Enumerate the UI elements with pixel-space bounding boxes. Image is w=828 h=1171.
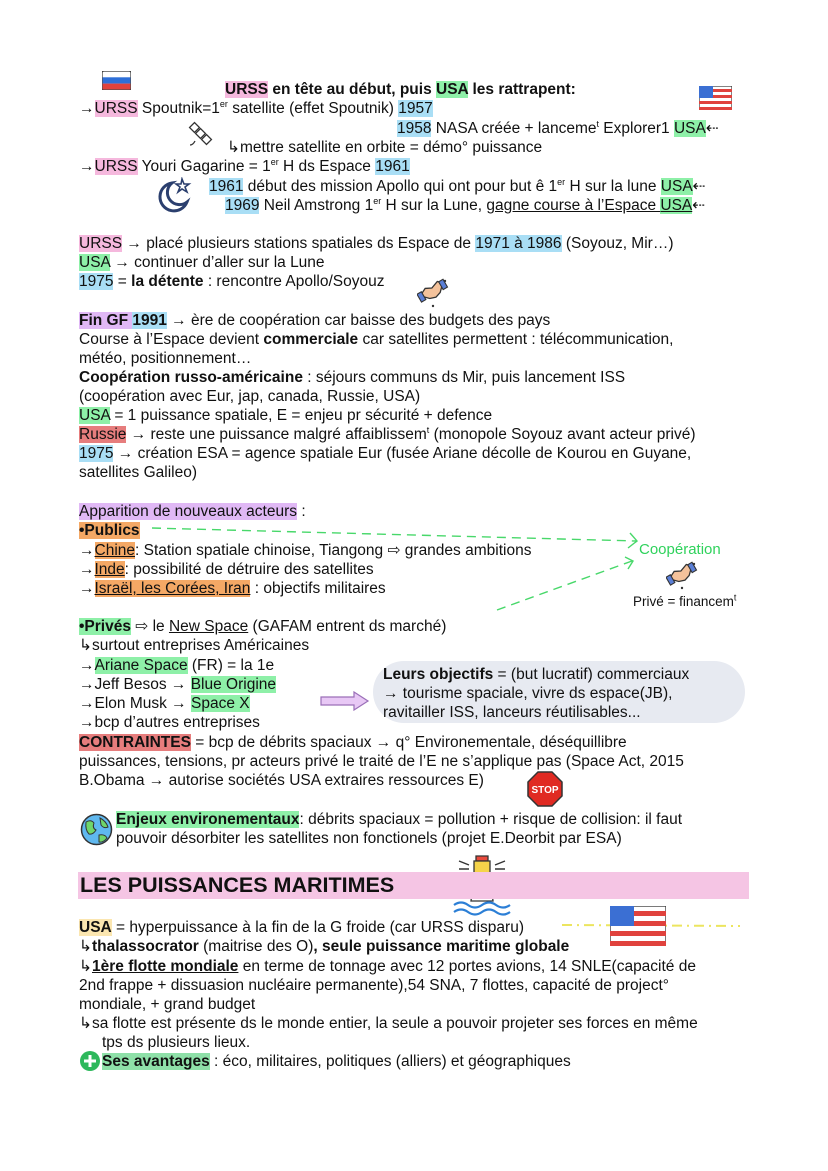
text-line: 1958 NASA créée + lanceme$^t$ Explorer1 USA⇠ [397, 118, 719, 137]
moon-star-icon [153, 177, 193, 215]
text-line: Russie → reste une puissance malgré affaiblissem$^t$ (monopole Soyouz avant acteur privé) [79, 424, 696, 443]
text-line: ↳1ère flotte mondiale en terme de tonnage avec 12 portes avions, 14 SNLE(capacité de [79, 958, 696, 975]
text-line: 1975 → création ESA = agence spatiale Eur (fusée Ariane décolle de Kourou en Guyane, [79, 445, 692, 462]
text-line: →Inde: possibilité de détruire des satellites [79, 561, 374, 578]
text-line: USA = hyperpuissance à la fin de la G froide (car URSS disparu) [79, 919, 524, 936]
text-line: →Jeff Besos → Blue Origine [79, 676, 276, 693]
text-line: URSS → placé plusieurs stations spatiales ds Espace de 1971 à 1986 (Soyouz, Mir…) [79, 235, 674, 252]
text-line: ↳surtout entreprises Américaines [79, 637, 310, 654]
handshake-icon [417, 276, 449, 308]
private-funding-label: Privé = financem$^t$ [633, 592, 737, 609]
cooperation-label: Coopération [639, 541, 721, 558]
russia-flag-icon [102, 71, 131, 90]
bubble-line: → tourisme spaciale, vivre ds espace(JB), [383, 685, 673, 702]
satellite-icon [188, 121, 214, 147]
text-line: Fin GF 1991 → ère de coopération car baisse des budgets des pays [79, 312, 551, 329]
bubble-line: ravitailler ISS, lanceurs réutilisables... [383, 704, 641, 721]
text-line: météo, positionnement… [79, 350, 252, 367]
usa-flag-icon [610, 906, 666, 946]
svg-text:STOP: STOP [531, 785, 559, 796]
usa-flag-icon [699, 86, 732, 110]
text-line: mondiale, + grand budget [79, 996, 256, 1013]
right-arrow-icon [320, 691, 370, 711]
stop-sign-icon [527, 771, 563, 807]
bubble-line: Leurs objectifs = (but lucratif) commerciaux [383, 666, 690, 683]
text-line: Ses avantages : éco, militaires, politiques (alliers) et géographiques [102, 1053, 571, 1070]
text-line: →Chine: Station spatiale chinoise, Tiangong ⇨ grandes ambitions [79, 542, 532, 559]
section-title: URSS en tête au début, puis USA les rattrapent: [225, 81, 576, 98]
text-line: USA → continuer d’aller sur la Lune [79, 254, 325, 271]
text-line: →URSS Youri Gagarine = 1er H ds Espace 1961 [79, 156, 410, 175]
text-line: •Publics [79, 522, 140, 539]
text-line: Apparition de nouveaux acteurs : [79, 503, 306, 520]
text-line: satellites Galileo) [79, 464, 198, 481]
text-line: →bcp d’autres entreprises [79, 714, 260, 731]
text-line: B.Obama → autorise sociétés USA extraires ressources E) [79, 772, 484, 789]
text-line: CONTRAINTES = bcp de débrits spaciaux → q° Environementale, déséquillibre [79, 734, 627, 751]
text-line: 1961 début des mission Apollo qui ont pour but ê 1er H sur la lune USA⇠ [209, 176, 706, 195]
plus-icon [79, 1050, 101, 1072]
text-line: →Israël, les Corées, Iran : objectifs militaires [79, 580, 386, 597]
text-line: (coopération avec Eur, jap, canada, Russie, USA) [79, 388, 421, 405]
text-line: →Elon Musk → Space X [79, 695, 250, 712]
section-heading: LES PUISSANCES MARITIMES [80, 873, 395, 897]
text-line: ↳thalassocrator (maitrise des O), seule puissance maritime globale [79, 938, 570, 955]
text-line: USA = 1 puissance spatiale, E = enjeu pr sécurité + defence [79, 407, 493, 424]
text-line: puissances, tensions, pr acteurs privé le traité de l’E ne s’applique pas (Space Act, 2015 [79, 753, 684, 770]
text-line: pouvoir désorbiter les satellites non fonctionels (projet E.Deorbit par ESA) [116, 830, 622, 847]
text-line: Course à l’Espace devient commerciale car satellites permettent : télécommunication, [79, 331, 674, 348]
text-line: Enjeux environementaux: débrits spaciaux = pollution + risque de collision: il faut [116, 811, 683, 828]
text-line: tps ds plusieurs lieux. [102, 1034, 251, 1051]
handshake-icon [666, 560, 698, 590]
text-line: ↳mettre satellite en orbite = démo° puissance [227, 139, 543, 156]
text-line: ↳sa flotte est présente ds le monde entier, la seule a pouvoir projeter ses forces en même [79, 1015, 698, 1032]
text-line: Coopération russo-américaine : séjours communs ds Mir, puis lancement ISS [79, 369, 626, 386]
text-line: 1969 Neil Amstrong 1er H sur la Lune, gagne course à l’Espace USA⇠ [225, 195, 706, 214]
earth-icon [80, 813, 113, 846]
text-line: •Privés ⇨ le New Space (GAFAM entrent ds marché) [79, 618, 447, 635]
text-line: 1975 = la détente : rencontre Apollo/Soyouz [79, 273, 385, 290]
text-line: →URSS Spoutnik=1er satellite (effet Spoutnik) 1957 [79, 98, 433, 117]
text-line: →Ariane Space (FR) = la 1e [79, 657, 275, 674]
text-line: 2nd frappe + dissuasion nucléaire permanente),54 SNA, 7 flottes, capacité de project° [79, 977, 669, 994]
